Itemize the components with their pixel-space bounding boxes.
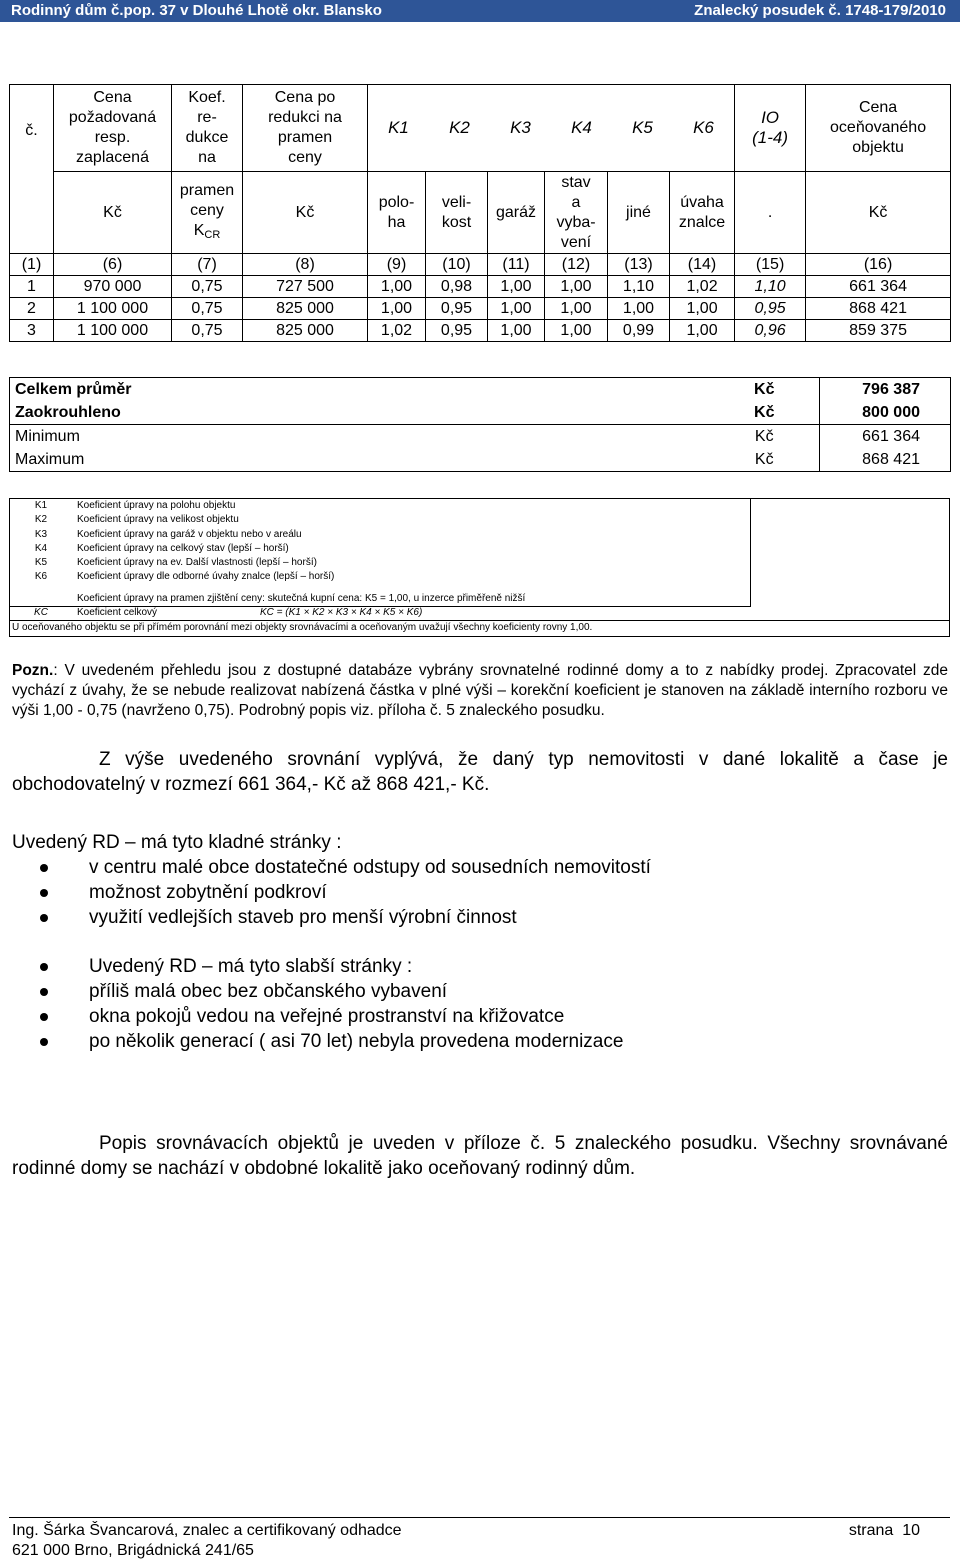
summary-currency: Kč	[710, 401, 820, 425]
header-k6: K6	[693, 118, 714, 137]
negatives-list	[12, 954, 623, 1054]
summary-value: 868 421	[820, 448, 951, 472]
closing-paragraph	[12, 1131, 948, 1181]
header-k1: K1	[388, 118, 409, 137]
header-k2: K2	[449, 118, 470, 137]
legend-item: K4 Koeficient úpravy na celkový stav (lepší – horší)	[34, 542, 289, 554]
table-row: 1 970 000 0,75 727 500 1,00 0,98 1,00 1,00 1,10 1,02 1,10 661 364	[10, 276, 951, 298]
note-text: : V uvedeném přehledu jsou z dostupné databáze vybrány srovnatelné rodinné domy a to z nabídky prodej. Zpracovatel zde vychází z úvahy, že se nebude realizovat nabízená částka v plné výši – korekční koeficient je stanoven na základě interního rozboru ve výši 1,00 - 0,75 (navrženo 0,75). Podrobný popis viz. příloha č. 5 znaleckého posudku.	[12, 662, 948, 719]
header-title: Rodinný dům č.pop. 37 v Dlouhé Lhotě okr. Blansko	[11, 2, 382, 19]
note-label: Pozn.	[12, 662, 54, 679]
header-number: č.	[10, 85, 54, 254]
header-object-unit: Kč	[806, 172, 951, 254]
header-reduction-coef: Koef. re- dukce na	[172, 85, 243, 172]
page-header	[0, 0, 960, 22]
note-paragraph	[12, 661, 948, 721]
list-item: v centru malé obce dostatečné odstupy od sousedních nemovitostí	[12, 855, 651, 880]
summary-row-minimum	[10, 425, 951, 449]
header-document-number: Znalecký posudek č. 1748-179/2010	[694, 2, 946, 19]
legend-item: K5 Koeficient úpravy na ev. Další vlastnosti (lepší – horší)	[34, 557, 317, 569]
summary-label: Zaokrouhleno	[10, 401, 710, 425]
footer-author: Ing. Šárka Švancarová, znalec a certifikovaný odhadce	[12, 1522, 402, 1539]
footer-divider	[9, 1517, 950, 1518]
legend-item: K2 Koeficient úpravy na velikost objektu	[34, 514, 239, 526]
header-k6-desc: úvaha znalce	[670, 172, 735, 254]
summary-label: Maximum	[15, 451, 85, 468]
list-item: okna pokojů vedou na veřejné prostranství na křižovatce	[12, 1004, 623, 1029]
header-reduced-price: Cena po redukci na pramen ceny	[243, 85, 368, 172]
coefficient-legend	[9, 498, 950, 637]
header-k3: K3	[510, 118, 531, 137]
list-item: příliš malá obec bez občanského vybavení	[12, 979, 623, 1004]
list-item: po několik generací ( asi 70 let) nebyla provedena modernizace	[12, 1029, 623, 1054]
header-io: IO (1-4)	[735, 85, 806, 172]
summary-currency: Kč	[754, 451, 774, 468]
table-row: 3 1 100 000 0,75 825 000 1,02 0,95 1,00 1,00 0,99 1,00 0,96 859 375	[10, 320, 951, 342]
summary-label: Minimum	[15, 428, 80, 445]
header-price-unit: Kč	[54, 172, 172, 254]
summary-value: 800 000	[820, 401, 951, 425]
header-price: Cena požadovaná resp. zaplacená	[54, 85, 172, 172]
positives-list	[12, 855, 651, 930]
header-k4-desc: stav a vyba- vení	[545, 172, 608, 254]
header-k4: K4	[571, 118, 592, 137]
legend-total-coef: KC Koeficient celkový KC = (K1 × K2 × K3 × K4 × K5 × K6)	[34, 607, 423, 619]
header-k1-desc: polo- ha	[368, 172, 426, 254]
legend-footer-note: U oceňovaného objektu se při přímém porovnání mezi objekty srovnávacími a oceňovaným uvažují všechny koeficienty rovny 1,00.	[10, 620, 949, 635]
summary-row-rounded	[10, 401, 951, 425]
summary-table	[9, 377, 951, 472]
legend-item: K3 Koeficient úpravy na garáž v objektu nebo v areálu	[34, 528, 302, 540]
list-item: využití vedlejších staveb pro menší výrobní činnost	[12, 905, 651, 930]
comparison-table	[9, 84, 951, 342]
header-k5: K5	[632, 118, 653, 137]
column-number-row: (1) (6) (7) (8) (9) (10) (11) (12) (13) (14) (15) (16)	[10, 254, 951, 276]
legend-source-note: Koeficient úpravy na pramen zjištění ceny: skutečná kupní cena: K5 = 1,00, u inzerce přiměřeně nižší	[77, 592, 526, 604]
header-reduced-unit: Kč	[243, 172, 368, 254]
legend-item: K1 Koeficient úpravy na polohu objektu	[34, 500, 236, 511]
summary-row-average	[10, 378, 951, 402]
summary-currency: Kč	[754, 428, 774, 445]
summary-label: Celkem průměr	[15, 381, 132, 398]
list-item: Uvedený RD – má tyto slabší stránky :	[12, 954, 623, 979]
header-io-desc: .	[735, 172, 806, 254]
footer-page	[849, 1521, 920, 1541]
legend-item: K6 Koeficient úpravy dle odborné úvahy znalce (lepší – horší)	[34, 571, 335, 583]
summary-value: 661 364	[820, 425, 951, 449]
header-k5-desc: jiné	[608, 172, 670, 254]
header-k-labels	[368, 85, 735, 172]
footer-address: 621 000 Brno, Brigádnická 241/65	[12, 1542, 254, 1559]
page-number: 10	[902, 1522, 920, 1539]
summary-currency: Kč	[754, 381, 775, 398]
summary-value: 796 387	[820, 378, 951, 402]
summary-row-maximum	[10, 448, 951, 472]
header-k3-desc: garáž	[488, 172, 545, 254]
list-item: možnost zobytnění podkroví	[12, 880, 651, 905]
positives-heading: Uvedený RD – má tyto kladné stránky :	[12, 832, 342, 853]
table-row: 2 1 100 000 0,75 825 000 1,00 0,95 1,00 1,00 1,00 1,00 0,95 868 421	[10, 298, 951, 320]
page-label: strana	[848, 1522, 894, 1539]
conclusion-paragraph	[12, 747, 948, 797]
header-k2-desc: veli- kost	[426, 172, 488, 254]
conclusion-text: Z výše uvedeného srovnání vyplývá, že daný typ nemovitosti v dané lokalitě a čase je obchodovatelný v rozmezí 661 364,- Kč až 868 421,- Kč.	[12, 749, 948, 795]
header-object-price: Cena oceňovaného objektu	[806, 85, 951, 172]
header-reduction-source: pramen ceny $K_{CR}$	[172, 172, 243, 254]
closing-text: Popis srovnávacích objektů je uveden v příloze č. 5 znaleckého posudku. Všechny srovnávané rodinné domy se nachází v obdobné lokalitě jako oceňovaný rodinný dům.	[12, 1133, 948, 1179]
